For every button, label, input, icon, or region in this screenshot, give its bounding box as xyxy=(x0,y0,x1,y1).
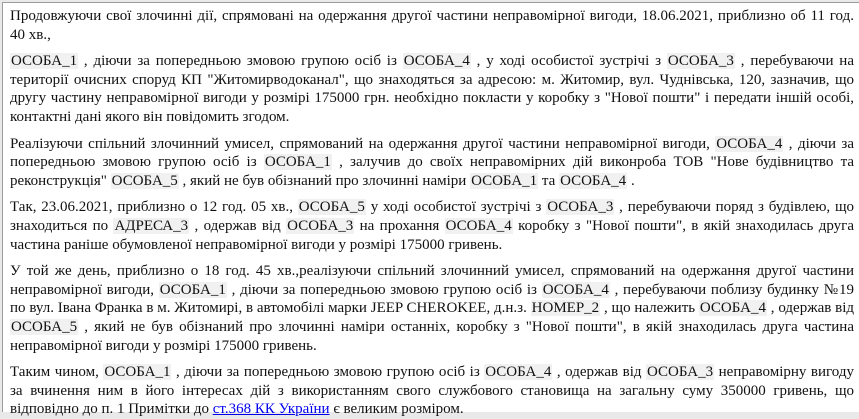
anonymized-entity: ОСОБА_4 xyxy=(403,53,471,69)
text-run: неправомірну вигоду за вчинення ним в його інтересах дій з використанням свого службового становища на загальну суму 350000 гривень, що відповідно до п. 1 Примітки до xyxy=(10,364,854,417)
text-run: , який не був обізнаний про злочинні наміри xyxy=(179,173,470,189)
text-run: , який не був обізнаний про злочинні наміри останніх, коробку з "Нової пошти", в якій знаходилась друга частина неправомірної вигоди у розмірі 175000 гривень. xyxy=(10,319,854,354)
text-run: , що належить xyxy=(600,300,699,316)
text-run: коробку з "Нової пошти", в якій знаходилась друга частина раніше обумовленої неправомірної вигоди у розмірі 175000 гривень. xyxy=(10,218,854,253)
text-run: Таким чином, xyxy=(10,364,103,380)
anonymized-entity: ОСОБА_4 xyxy=(484,364,552,380)
text-run: Реалізуючи спільний злочинний умисел, спрямований на одержання другої частини неправомірної вигоди, xyxy=(10,136,715,152)
text-run: , у ході особистої зустрічі з xyxy=(471,53,667,69)
text-run: , перебуваючи поряд з будівлею, що знаходиться по xyxy=(10,199,854,234)
paragraph xyxy=(10,363,854,419)
anonymized-entity: ОСОБА_5 xyxy=(298,199,366,215)
paragraph xyxy=(10,135,854,191)
anonymized-entity: ОСОБА_3 xyxy=(286,218,354,234)
paragraph xyxy=(10,7,854,44)
text-run: , одержав від xyxy=(552,364,646,380)
anonymized-entity: ОСОБА_1 xyxy=(264,154,332,170)
anonymized-entity: ОСОБА_3 xyxy=(646,364,714,380)
text-run: , діючи за попередньою змовою групою осіб із xyxy=(227,282,542,298)
anonymized-entity: ОСОБА_3 xyxy=(546,199,614,215)
court-decision-text xyxy=(10,7,854,419)
text-run: , залучив до своїх неправомірних дій виконроба ТОВ "Нове будівництво та реконструкція" xyxy=(10,154,854,189)
text-run: У той же день, приблизно о 18 год. 45 хв.,реалізуючи спільний злочинний умисел, спрямований на одержання другої частини неправомірної вигоди, xyxy=(10,263,854,298)
text-run: є великим розміром. xyxy=(330,401,464,417)
law-article-link[interactable]: ст.368 КК України xyxy=(213,401,330,417)
document-page xyxy=(2,2,859,412)
text-run: , діючи за попередньою змовою групою осіб із xyxy=(171,364,484,380)
paragraph xyxy=(10,198,854,254)
anonymized-entity: ОСОБА_5 xyxy=(10,319,78,335)
text-run: , діючи за попередньою змовою групою осіб із xyxy=(78,53,403,69)
text-run: , перебуваючи на території очисних споруд КП "Житомирводоканал", що знаходяться за адресою: м. Житомир, вул. Чуднівська, 120, зазначив, що другу частину неправомірної вигоди у розмірі 175000 грн. необхідно покласти у коробку з "Нової пошти" і передати іншій особі, контактні дані якого він повідомить згодом. xyxy=(10,53,854,125)
anonymized-entity: ОСОБА_4 xyxy=(542,282,610,298)
anonymized-entity: АДРЕСА_3 xyxy=(113,218,189,234)
text-run: , діючи за попередньою змовою групою осіб із xyxy=(10,136,854,171)
anonymized-entity: ОСОБА_4 xyxy=(559,173,627,189)
anonymized-entity: ОСОБА_1 xyxy=(10,53,78,69)
paragraph xyxy=(10,262,854,355)
text-run: , перебуваючи поблизу будинку №19 по вул. Івана Франка в м. Житомирі, в автомобілі марки JEEP CHEROKEE, д.н.з. xyxy=(10,282,854,317)
text-run: на прохання xyxy=(354,218,444,234)
anonymized-entity: ОСОБА_4 xyxy=(699,300,767,316)
anonymized-entity: ОСОБА_4 xyxy=(445,218,513,234)
text-run: . xyxy=(627,173,635,189)
paragraph xyxy=(10,52,854,126)
anonymized-entity: ОСОБА_4 xyxy=(715,136,783,152)
text-run: Так, 23.06.2021, приблизно о 12 год. 05 хв., xyxy=(10,199,298,215)
anonymized-entity: ОСОБА_5 xyxy=(111,173,179,189)
text-run: Продовжуючи свої злочинні дії, спрямовані на одержання другої частини неправомірної вигоди, 18.06.2021, приблизно об 11 год. 40 хв., xyxy=(10,8,854,43)
anonymized-entity: ОСОБА_1 xyxy=(470,173,538,189)
text-run: у ході особистої зустрічі з xyxy=(366,199,546,215)
anonymized-entity: ОСОБА_3 xyxy=(667,53,735,69)
anonymized-entity: ОСОБА_1 xyxy=(159,282,227,298)
anonymized-entity: ОСОБА_1 xyxy=(103,364,171,380)
text-run: та xyxy=(538,173,559,189)
text-run: , одержав від xyxy=(767,300,854,316)
anonymized-entity: НОМЕР_2 xyxy=(531,300,601,316)
text-run: , одержав від xyxy=(189,218,286,234)
